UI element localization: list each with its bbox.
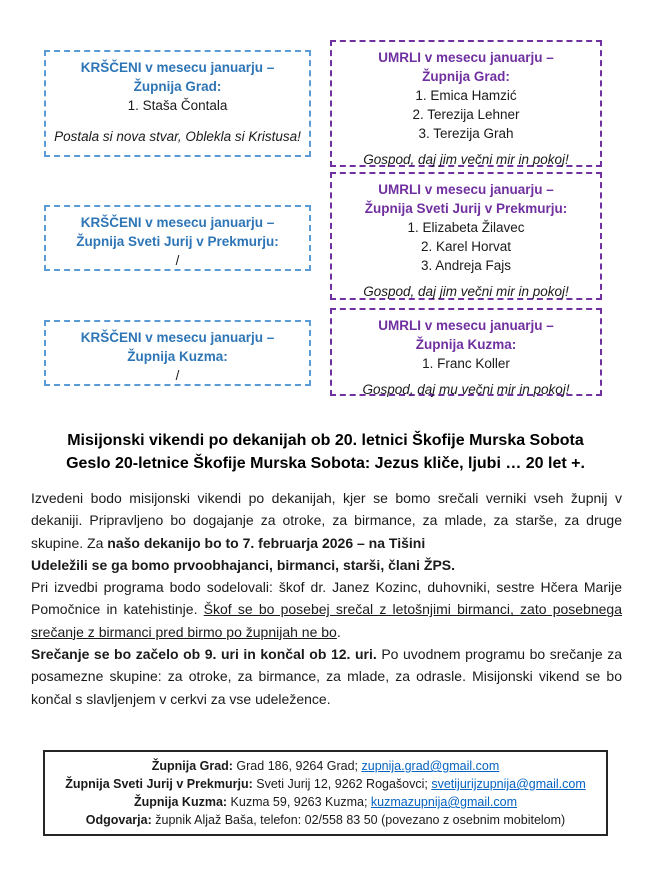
contact-line-sveti-jurij [51, 775, 600, 793]
contact-address: Grad 186, 9264 Grad; [232, 759, 362, 773]
scripture-quote: Postala si nova stvar, Oblekla si Kristusa! [54, 129, 301, 144]
rest-in-peace-quote: Gospod, daj mu večni mir in pokoj! [362, 382, 570, 397]
name-list-item: / [175, 253, 180, 268]
box-title-line1: KRŠČENI v mesecu januarju – [80, 215, 275, 230]
contact-parish-name: Župnija Grad: [151, 759, 233, 773]
box-title [332, 316, 600, 354]
box-title-line1: UMRLI v mesecu januarju – [378, 318, 554, 333]
contact-parish-name: Župnija Sveti Jurij v Prekmurju: [65, 777, 253, 791]
body-text-segment: Pri izvedbi programa bodo sodelovali: škof dr. Janez Kozinc, duhovniki, sestre Hčera Marije Pomočnice in katehistinje. [31, 579, 622, 618]
rest-in-peace-quote: Gospod, daj jim večni mir in pokoj! [363, 284, 569, 299]
body-text-segment: . [336, 623, 341, 640]
body-paragraph-program [31, 576, 622, 643]
baptized-kuzma-box [44, 320, 311, 386]
name-list-item: / [175, 368, 180, 383]
name-list-item: 1. Emica Hamzić [415, 88, 517, 103]
contact-footer-box [43, 750, 608, 836]
contact-label: Odgovarja: [85, 813, 152, 827]
name-list-item: 1. Elizabeta Žilavec [407, 220, 525, 235]
box-title-line2: Župnija Kuzma: [415, 337, 517, 352]
contact-line-responsible [51, 811, 600, 829]
name-list [46, 251, 309, 270]
deceased-kuzma-box [330, 308, 602, 396]
box-title-line2: Župnija Sveti Jurij v Prekmurju: [364, 201, 568, 216]
box-title [332, 48, 600, 86]
box-title [46, 213, 309, 251]
deceased-sveti-jurij-box [330, 172, 602, 300]
body-text-segment-bold: Srečanje se bo začelo ob 9. uri in končal ob 12. uri. [31, 646, 377, 663]
headline-line1: Misijonski vikendi po dekanijah ob 20. letnici Škofije Murska Sobota [67, 432, 584, 449]
contact-parish-name: Župnija Kuzma: [134, 795, 228, 809]
box-title [46, 58, 309, 96]
contact-address: Kuzma 59, 9263 Kuzma; [227, 795, 371, 809]
box-title [332, 180, 600, 218]
name-list-item: 3. Andreja Fajs [420, 258, 512, 273]
box-title-line2: Župnija Sveti Jurij v Prekmurju: [76, 234, 279, 249]
name-list [332, 218, 600, 275]
email-link-kuzma[interactable]: kuzmazupnija@gmail.com [370, 795, 517, 809]
name-list [332, 86, 600, 143]
contact-address: Sveti Jurij 12, 9262 Rogašovci; [252, 777, 432, 791]
box-title-line1: KRŠČENI v mesecu januarju – [80, 60, 275, 75]
name-list-item: 3. Terezija Grah [418, 126, 514, 141]
box-title [46, 328, 309, 366]
name-list [46, 96, 309, 115]
rest-in-peace-quote: Gospod, daj jim večni mir in pokoj! [363, 152, 569, 167]
body-paragraph-participants: Udeležili se ga bomo prvoobhajanci, birmanci, starši, člani ŽPS. [31, 556, 456, 573]
contact-line-grad [51, 757, 600, 775]
box-title-line2: Župnija Grad: [133, 79, 222, 94]
box-title-line1: KRŠČENI v mesecu januarju – [80, 330, 275, 345]
body-text [31, 487, 622, 710]
baptized-sveti-jurij-box [44, 205, 311, 271]
body-text-segment: Izvedeni bodo misijonski vikendi po dekanijah, kjer se bomo srečali verniki vseh župnij v dekaniji. Pripravljeno bo dogajanje za otroke, za birmance, za mlade, za starše, za druge skupine. Za [31, 490, 622, 551]
deceased-grad-box [330, 40, 602, 167]
email-link-sveti-jurij[interactable]: svetijurijzupnija@gmail.com [431, 777, 586, 791]
headline-line2: Geslo 20-letnice Škofije Murska Sobota: Jezus kliče, ljubi … 20 let +. [66, 455, 585, 472]
email-link-grad[interactable]: zupnija.grad@gmail.com [361, 759, 500, 773]
baptized-grad-box [44, 50, 311, 157]
body-paragraph-schedule [31, 643, 622, 710]
box-title-line1: UMRLI v mesecu januarju – [378, 182, 554, 197]
name-list [46, 366, 309, 385]
name-list-item: 1. Franc Koller [422, 356, 510, 371]
body-paragraph-intro [31, 487, 622, 554]
body-text-segment: Po uvodnem programu bo srečanje za posamezne skupine: za otroke, za birmance, za mlade, za odrasle. Misijonski vikend se bo končal s slavljenjem v cerkvi za vse udeležence. [31, 646, 622, 707]
name-list-item: 2. Karel Horvat [420, 239, 512, 254]
headline [0, 429, 651, 475]
box-title-line2: Župnija Kuzma: [127, 349, 228, 364]
contact-details: župnik Aljaž Baša, telefon: 02/558 83 50 (povezano z osebnim mobitelom) [151, 813, 566, 827]
body-text-segment-underlined: Škof se bo posebej srečal z letošnjimi birmanci, zato posebnega srečanje z birmanci pred birmo po župnijah ne bo [31, 601, 622, 640]
box-title-line2: Župnija Grad: [422, 69, 510, 84]
box-title-line1: UMRLI v mesecu januarju – [378, 50, 554, 65]
name-list [332, 354, 600, 373]
contact-line-kuzma [51, 793, 600, 811]
body-text-segment-bold: našo dekanijo bo to 7. februarja 2026 – na Tišini [107, 534, 426, 551]
name-list-item: 1. Staša Čontala [127, 98, 228, 113]
name-list-item: 2. Terezija Lehner [412, 107, 520, 122]
